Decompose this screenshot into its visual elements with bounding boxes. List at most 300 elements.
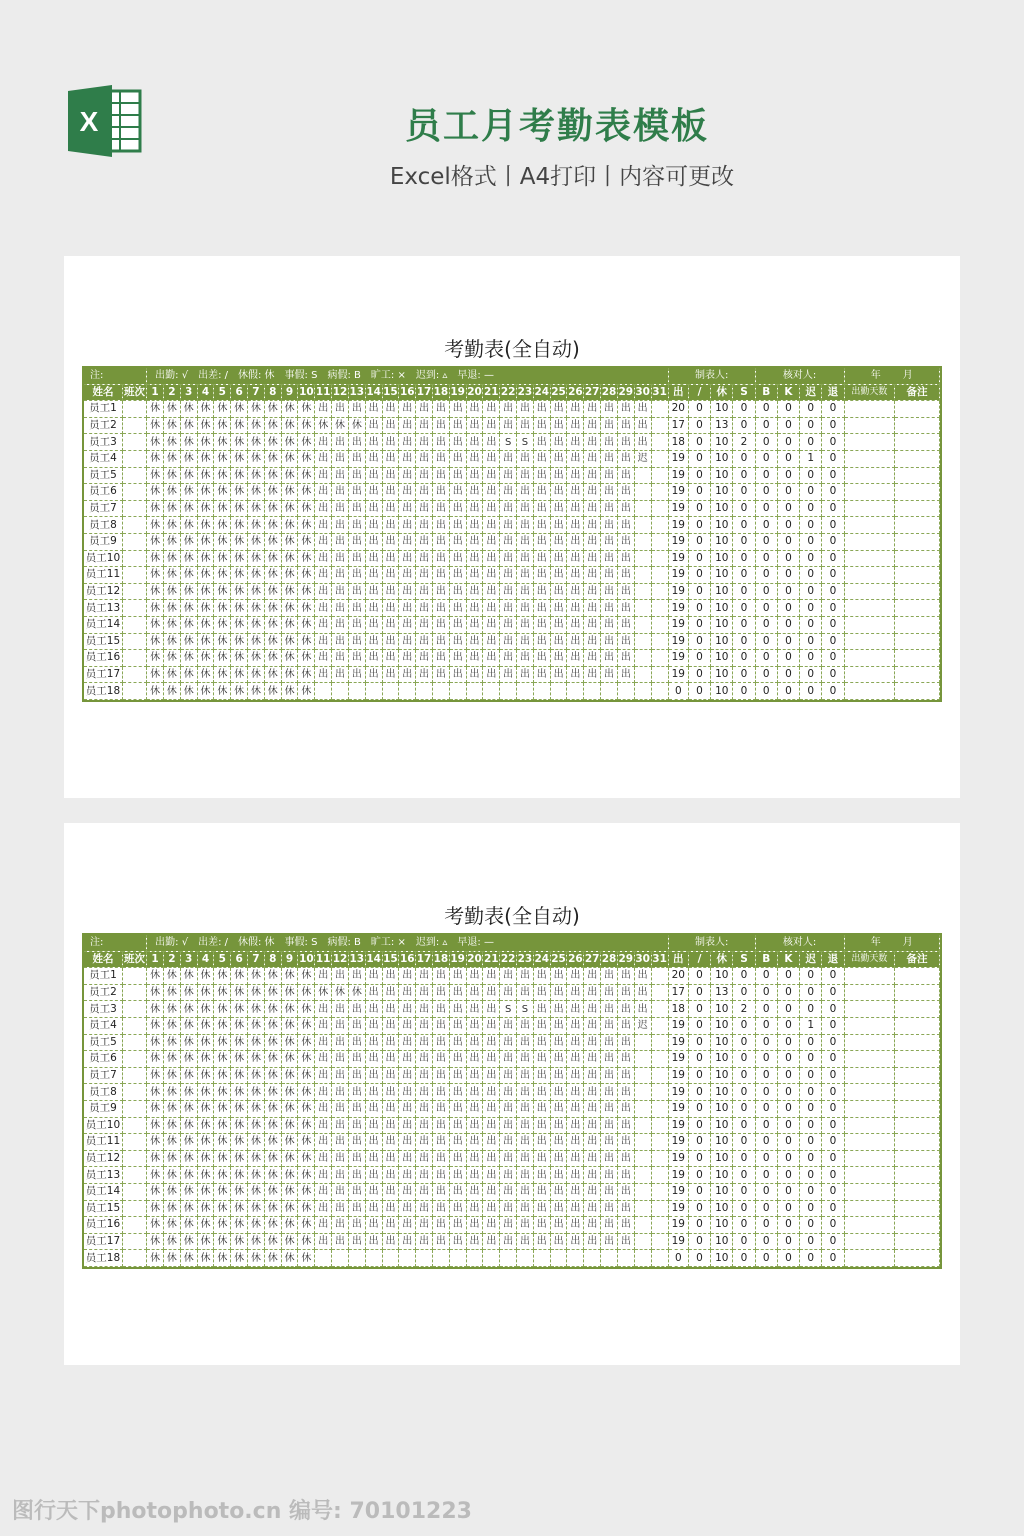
day-cell[interactable]: 出 — [416, 1100, 433, 1117]
employee-name[interactable]: 员工8 — [84, 517, 122, 534]
day-cell[interactable]: 出 — [416, 1134, 433, 1151]
day-cell[interactable]: 休 — [231, 633, 248, 650]
day-cell[interactable]: 休 — [180, 1183, 197, 1200]
day-cell[interactable]: 出 — [567, 1084, 584, 1101]
day-cell[interactable]: 出 — [432, 1100, 449, 1117]
day-cell[interactable]: 出 — [601, 1034, 618, 1051]
remark-cell[interactable] — [895, 984, 940, 1001]
day-cell[interactable]: 出 — [365, 633, 382, 650]
day-cell[interactable]: 出 — [533, 1217, 550, 1234]
day-cell[interactable]: 出 — [416, 567, 433, 584]
day-cell[interactable] — [382, 683, 399, 700]
day-cell[interactable]: 出 — [584, 1167, 601, 1184]
day-cell[interactable]: 出 — [332, 533, 349, 550]
day-cell[interactable]: S — [500, 434, 517, 451]
day-cell[interactable]: 出 — [567, 434, 584, 451]
day-cell[interactable]: 出 — [500, 467, 517, 484]
employee-name[interactable]: 员工11 — [84, 567, 122, 584]
day-cell[interactable]: 出 — [483, 1150, 500, 1167]
day-cell[interactable]: 出 — [483, 1084, 500, 1101]
day-cell[interactable]: 休 — [147, 1183, 164, 1200]
day-cell[interactable]: 休 — [197, 533, 214, 550]
day-cell[interactable]: 出 — [550, 550, 567, 567]
day-cell[interactable]: 出 — [584, 968, 601, 985]
day-cell[interactable]: 出 — [550, 1084, 567, 1101]
day-cell[interactable]: 休 — [231, 1200, 248, 1217]
day-cell[interactable]: S — [517, 434, 534, 451]
day-cell[interactable]: 休 — [231, 968, 248, 985]
day-cell[interactable]: 休 — [281, 417, 298, 434]
day-cell[interactable]: 出 — [315, 1183, 332, 1200]
day-cell[interactable]: 休 — [248, 1067, 265, 1084]
attendance-days-cell[interactable] — [844, 650, 895, 667]
employee-name[interactable]: 员工2 — [84, 417, 122, 434]
day-cell[interactable]: 出 — [617, 666, 634, 683]
day-cell[interactable]: 出 — [466, 1100, 483, 1117]
attendance-days-cell[interactable] — [844, 401, 895, 418]
day-cell[interactable]: 休 — [197, 1134, 214, 1151]
attendance-days-cell[interactable] — [844, 1084, 895, 1101]
day-cell[interactable]: 休 — [163, 401, 180, 418]
day-cell[interactable]: 休 — [197, 1150, 214, 1167]
day-cell[interactable]: 休 — [264, 1233, 281, 1250]
day-cell[interactable]: 出 — [500, 616, 517, 633]
day-cell[interactable]: 休 — [214, 1134, 231, 1151]
day-cell[interactable]: 出 — [533, 417, 550, 434]
day-cell[interactable]: 出 — [466, 401, 483, 418]
day-cell[interactable]: 出 — [483, 1017, 500, 1034]
day-cell[interactable]: 出 — [500, 1167, 517, 1184]
employee-name[interactable]: 员工13 — [84, 1167, 122, 1184]
day-cell[interactable]: 休 — [248, 1150, 265, 1167]
day-cell[interactable]: 出 — [567, 1117, 584, 1134]
day-cell[interactable]: 出 — [550, 1117, 567, 1134]
day-cell[interactable]: 休 — [248, 683, 265, 700]
day-cell[interactable]: 出 — [315, 616, 332, 633]
day-cell[interactable]: 出 — [466, 417, 483, 434]
day-cell[interactable]: 出 — [365, 650, 382, 667]
day-cell[interactable]: 休 — [147, 650, 164, 667]
day-cell[interactable]: 休 — [180, 401, 197, 418]
day-cell[interactable] — [651, 600, 668, 617]
day-cell[interactable]: 出 — [466, 1233, 483, 1250]
day-cell[interactable]: 出 — [416, 1001, 433, 1018]
day-cell[interactable]: 出 — [483, 1233, 500, 1250]
day-cell[interactable]: 出 — [567, 550, 584, 567]
day-cell[interactable]: 休 — [147, 1233, 164, 1250]
day-cell[interactable] — [651, 550, 668, 567]
day-cell[interactable]: 休 — [231, 1233, 248, 1250]
day-cell[interactable]: 出 — [601, 1001, 618, 1018]
day-cell[interactable]: 出 — [348, 1051, 365, 1068]
day-cell[interactable]: 休 — [248, 583, 265, 600]
day-cell[interactable]: 出 — [533, 517, 550, 534]
day-cell[interactable]: 出 — [466, 550, 483, 567]
day-cell[interactable]: 休 — [248, 984, 265, 1001]
day-cell[interactable]: 出 — [449, 1200, 466, 1217]
day-cell[interactable]: 休 — [231, 550, 248, 567]
day-cell[interactable]: 出 — [550, 1067, 567, 1084]
day-cell[interactable]: 出 — [399, 500, 416, 517]
day-cell[interactable]: 出 — [466, 1150, 483, 1167]
employee-name[interactable]: 员工16 — [84, 1217, 122, 1234]
day-cell[interactable]: 出 — [517, 533, 534, 550]
day-cell[interactable]: 休 — [163, 484, 180, 501]
day-cell[interactable]: 休 — [298, 984, 315, 1001]
day-cell[interactable]: 休 — [147, 467, 164, 484]
attendance-days-cell[interactable] — [844, 984, 895, 1001]
remark-cell[interactable] — [895, 1067, 940, 1084]
day-cell[interactable]: 出 — [601, 401, 618, 418]
day-cell[interactable]: 出 — [533, 616, 550, 633]
day-cell[interactable]: 出 — [550, 484, 567, 501]
day-cell[interactable] — [517, 1250, 534, 1267]
day-cell[interactable]: 休 — [264, 1117, 281, 1134]
day-cell[interactable] — [601, 683, 618, 700]
remark-cell[interactable] — [895, 550, 940, 567]
employee-name[interactable]: 员工15 — [84, 633, 122, 650]
day-cell[interactable]: 休 — [197, 550, 214, 567]
day-cell[interactable]: 休 — [180, 1134, 197, 1151]
day-cell[interactable]: 出 — [517, 650, 534, 667]
shift-cell[interactable] — [122, 401, 146, 418]
day-cell[interactable]: 出 — [315, 633, 332, 650]
day-cell[interactable]: 出 — [416, 1167, 433, 1184]
day-cell[interactable]: 休 — [231, 517, 248, 534]
day-cell[interactable]: 出 — [483, 450, 500, 467]
day-cell[interactable]: 出 — [517, 633, 534, 650]
day-cell[interactable]: 休 — [231, 1017, 248, 1034]
day-cell[interactable]: 出 — [416, 600, 433, 617]
day-cell[interactable]: 出 — [517, 600, 534, 617]
day-cell[interactable]: 休 — [298, 1233, 315, 1250]
day-cell[interactable]: 出 — [533, 1001, 550, 1018]
day-cell[interactable]: 出 — [449, 583, 466, 600]
day-cell[interactable]: 出 — [550, 1150, 567, 1167]
day-cell[interactable]: 出 — [399, 517, 416, 534]
day-cell[interactable]: 出 — [500, 450, 517, 467]
day-cell[interactable]: 休 — [180, 450, 197, 467]
day-cell[interactable]: 休 — [281, 1051, 298, 1068]
day-cell[interactable]: 出 — [601, 434, 618, 451]
day-cell[interactable]: 休 — [264, 968, 281, 985]
day-cell[interactable]: 休 — [281, 600, 298, 617]
day-cell[interactable]: 休 — [264, 633, 281, 650]
day-cell[interactable]: 出 — [382, 1051, 399, 1068]
day-cell[interactable]: 出 — [517, 517, 534, 534]
day-cell[interactable]: 休 — [231, 1067, 248, 1084]
day-cell[interactable] — [634, 1067, 651, 1084]
day-cell[interactable]: 出 — [365, 984, 382, 1001]
employee-name[interactable]: 员工18 — [84, 683, 122, 700]
day-cell[interactable]: 休 — [264, 683, 281, 700]
day-cell[interactable]: 出 — [416, 417, 433, 434]
day-cell[interactable]: 出 — [399, 1100, 416, 1117]
day-cell[interactable]: 出 — [365, 616, 382, 633]
day-cell[interactable]: 出 — [432, 434, 449, 451]
day-cell[interactable]: 出 — [332, 1200, 349, 1217]
day-cell[interactable]: 休 — [298, 666, 315, 683]
day-cell[interactable]: 出 — [500, 1233, 517, 1250]
day-cell[interactable]: 出 — [500, 1150, 517, 1167]
day-cell[interactable]: 出 — [315, 1134, 332, 1151]
day-cell[interactable]: 休 — [298, 1217, 315, 1234]
attendance-days-cell[interactable] — [844, 1001, 895, 1018]
day-cell[interactable] — [651, 683, 668, 700]
day-cell[interactable]: 出 — [601, 550, 618, 567]
day-cell[interactable]: 出 — [416, 1150, 433, 1167]
day-cell[interactable] — [634, 1034, 651, 1051]
day-cell[interactable]: 出 — [617, 1183, 634, 1200]
day-cell[interactable] — [651, 1084, 668, 1101]
day-cell[interactable]: 出 — [601, 1100, 618, 1117]
day-cell[interactable]: 休 — [281, 1067, 298, 1084]
day-cell[interactable]: 出 — [601, 1051, 618, 1068]
day-cell[interactable]: 休 — [248, 616, 265, 633]
day-cell[interactable]: 出 — [416, 434, 433, 451]
day-cell[interactable]: 出 — [634, 968, 651, 985]
day-cell[interactable]: 出 — [416, 517, 433, 534]
day-cell[interactable]: 出 — [382, 666, 399, 683]
day-cell[interactable]: 出 — [584, 1084, 601, 1101]
day-cell[interactable]: 出 — [601, 1084, 618, 1101]
day-cell[interactable]: 出 — [500, 666, 517, 683]
day-cell[interactable]: 出 — [601, 1217, 618, 1234]
shift-cell[interactable] — [122, 968, 146, 985]
day-cell[interactable]: 出 — [365, 666, 382, 683]
day-cell[interactable]: 休 — [180, 1200, 197, 1217]
day-cell[interactable]: 休 — [214, 450, 231, 467]
day-cell[interactable]: 休 — [248, 434, 265, 451]
day-cell[interactable]: 出 — [365, 1051, 382, 1068]
day-cell[interactable]: 出 — [416, 533, 433, 550]
day-cell[interactable]: 迟 — [634, 450, 651, 467]
day-cell[interactable] — [399, 1250, 416, 1267]
day-cell[interactable]: 休 — [163, 650, 180, 667]
day-cell[interactable]: 休 — [231, 1217, 248, 1234]
day-cell[interactable]: 出 — [601, 616, 618, 633]
day-cell[interactable]: 出 — [617, 401, 634, 418]
day-cell[interactable]: S — [517, 1001, 534, 1018]
day-cell[interactable]: 出 — [449, 1100, 466, 1117]
day-cell[interactable]: 出 — [483, 467, 500, 484]
day-cell[interactable]: 休 — [281, 1167, 298, 1184]
day-cell[interactable]: 出 — [483, 1217, 500, 1234]
day-cell[interactable]: 休 — [231, 1051, 248, 1068]
day-cell[interactable]: 出 — [449, 550, 466, 567]
day-cell[interactable]: 出 — [432, 1167, 449, 1184]
day-cell[interactable]: 出 — [601, 1134, 618, 1151]
day-cell[interactable]: 出 — [315, 583, 332, 600]
day-cell[interactable]: 出 — [517, 1200, 534, 1217]
day-cell[interactable]: 出 — [466, 1017, 483, 1034]
day-cell[interactable]: 出 — [617, 1117, 634, 1134]
day-cell[interactable]: 出 — [617, 500, 634, 517]
day-cell[interactable]: 出 — [601, 984, 618, 1001]
day-cell[interactable]: 休 — [163, 417, 180, 434]
shift-cell[interactable] — [122, 1034, 146, 1051]
day-cell[interactable]: 休 — [248, 417, 265, 434]
day-cell[interactable]: 休 — [231, 1100, 248, 1117]
day-cell[interactable]: 出 — [382, 500, 399, 517]
employee-name[interactable]: 员工10 — [84, 1117, 122, 1134]
day-cell[interactable]: 出 — [449, 434, 466, 451]
day-cell[interactable]: 出 — [365, 600, 382, 617]
day-cell[interactable]: 出 — [416, 1233, 433, 1250]
day-cell[interactable]: 出 — [483, 1067, 500, 1084]
day-cell[interactable]: 出 — [432, 600, 449, 617]
day-cell[interactable]: 休 — [298, 633, 315, 650]
day-cell[interactable] — [584, 683, 601, 700]
day-cell[interactable]: 出 — [617, 450, 634, 467]
day-cell[interactable]: 出 — [567, 1183, 584, 1200]
day-cell[interactable]: 休 — [298, 1250, 315, 1267]
day-cell[interactable]: 出 — [466, 1167, 483, 1184]
day-cell[interactable]: 出 — [567, 666, 584, 683]
day-cell[interactable] — [533, 683, 550, 700]
day-cell[interactable]: 休 — [214, 467, 231, 484]
day-cell[interactable]: 出 — [399, 467, 416, 484]
day-cell[interactable]: 休 — [264, 550, 281, 567]
day-cell[interactable]: 出 — [399, 1233, 416, 1250]
employee-name[interactable]: 员工15 — [84, 1200, 122, 1217]
remark-cell[interactable] — [895, 1150, 940, 1167]
day-cell[interactable]: 出 — [617, 1051, 634, 1068]
day-cell[interactable]: 休 — [264, 1183, 281, 1200]
day-cell[interactable]: 出 — [483, 417, 500, 434]
day-cell[interactable] — [483, 1250, 500, 1267]
day-cell[interactable]: 休 — [348, 417, 365, 434]
day-cell[interactable]: 出 — [567, 401, 584, 418]
day-cell[interactable]: 出 — [584, 984, 601, 1001]
day-cell[interactable]: 出 — [315, 517, 332, 534]
day-cell[interactable]: 休 — [163, 968, 180, 985]
employee-name[interactable]: 员工6 — [84, 1051, 122, 1068]
day-cell[interactable]: 出 — [601, 533, 618, 550]
day-cell[interactable]: 出 — [601, 650, 618, 667]
day-cell[interactable]: 出 — [584, 1034, 601, 1051]
day-cell[interactable]: 出 — [517, 467, 534, 484]
day-cell[interactable]: 休 — [231, 683, 248, 700]
day-cell[interactable]: 休 — [163, 1233, 180, 1250]
day-cell[interactable]: 出 — [533, 434, 550, 451]
day-cell[interactable]: 休 — [147, 600, 164, 617]
day-cell[interactable]: 出 — [550, 1001, 567, 1018]
day-cell[interactable]: 休 — [180, 550, 197, 567]
day-cell[interactable]: 休 — [264, 1084, 281, 1101]
day-cell[interactable]: 出 — [399, 1167, 416, 1184]
day-cell[interactable]: 休 — [231, 434, 248, 451]
shift-cell[interactable] — [122, 600, 146, 617]
day-cell[interactable]: 休 — [281, 1117, 298, 1134]
day-cell[interactable]: 出 — [449, 517, 466, 534]
day-cell[interactable]: 出 — [550, 984, 567, 1001]
day-cell[interactable]: 出 — [315, 1100, 332, 1117]
day-cell[interactable]: 休 — [163, 600, 180, 617]
day-cell[interactable]: 出 — [399, 533, 416, 550]
day-cell[interactable]: 休 — [281, 984, 298, 1001]
remark-cell[interactable] — [895, 1100, 940, 1117]
day-cell[interactable]: 出 — [466, 467, 483, 484]
day-cell[interactable]: 出 — [550, 1233, 567, 1250]
day-cell[interactable]: 休 — [298, 616, 315, 633]
day-cell[interactable]: 出 — [533, 1084, 550, 1101]
employee-name[interactable]: 员工3 — [84, 1001, 122, 1018]
day-cell[interactable]: 出 — [365, 1134, 382, 1151]
day-cell[interactable]: 出 — [517, 616, 534, 633]
day-cell[interactable]: 休 — [214, 1183, 231, 1200]
day-cell[interactable]: 休 — [231, 467, 248, 484]
day-cell[interactable]: 出 — [399, 1200, 416, 1217]
day-cell[interactable]: 休 — [298, 533, 315, 550]
remark-cell[interactable] — [895, 1051, 940, 1068]
day-cell[interactable]: 出 — [533, 450, 550, 467]
day-cell[interactable]: 出 — [550, 533, 567, 550]
day-cell[interactable]: 休 — [163, 500, 180, 517]
day-cell[interactable]: 出 — [533, 600, 550, 617]
employee-name[interactable]: 员工5 — [84, 467, 122, 484]
day-cell[interactable]: 出 — [399, 1034, 416, 1051]
day-cell[interactable]: 休 — [248, 533, 265, 550]
remark-cell[interactable] — [895, 417, 940, 434]
day-cell[interactable]: 出 — [365, 517, 382, 534]
day-cell[interactable]: 休 — [298, 500, 315, 517]
day-cell[interactable]: 出 — [432, 633, 449, 650]
day-cell[interactable]: 休 — [348, 984, 365, 1001]
day-cell[interactable]: 出 — [533, 1233, 550, 1250]
day-cell[interactable]: 出 — [365, 417, 382, 434]
day-cell[interactable]: 休 — [298, 467, 315, 484]
day-cell[interactable]: 出 — [567, 600, 584, 617]
day-cell[interactable]: 休 — [163, 467, 180, 484]
day-cell[interactable]: 休 — [281, 1183, 298, 1200]
day-cell[interactable]: 休 — [264, 467, 281, 484]
day-cell[interactable]: 出 — [567, 1034, 584, 1051]
day-cell[interactable]: 休 — [163, 1200, 180, 1217]
day-cell[interactable]: 出 — [315, 1150, 332, 1167]
day-cell[interactable]: 出 — [466, 1051, 483, 1068]
employee-name[interactable]: 员工4 — [84, 450, 122, 467]
day-cell[interactable] — [651, 434, 668, 451]
day-cell[interactable]: 休 — [180, 633, 197, 650]
day-cell[interactable]: 出 — [584, 550, 601, 567]
day-cell[interactable]: 休 — [197, 1084, 214, 1101]
day-cell[interactable]: 出 — [399, 550, 416, 567]
day-cell[interactable]: 出 — [399, 633, 416, 650]
day-cell[interactable]: 出 — [567, 533, 584, 550]
day-cell[interactable]: 休 — [180, 434, 197, 451]
day-cell[interactable] — [449, 1250, 466, 1267]
day-cell[interactable]: 出 — [348, 968, 365, 985]
day-cell[interactable]: 休 — [163, 1100, 180, 1117]
day-cell[interactable]: 出 — [382, 633, 399, 650]
day-cell[interactable]: 出 — [416, 550, 433, 567]
day-cell[interactable]: 出 — [466, 1034, 483, 1051]
day-cell[interactable] — [634, 1217, 651, 1234]
day-cell[interactable]: 出 — [466, 583, 483, 600]
day-cell[interactable] — [651, 616, 668, 633]
day-cell[interactable]: 出 — [348, 600, 365, 617]
day-cell[interactable]: 休 — [248, 1183, 265, 1200]
day-cell[interactable]: 出 — [449, 1150, 466, 1167]
day-cell[interactable]: 出 — [348, 1017, 365, 1034]
remark-cell[interactable] — [895, 1001, 940, 1018]
day-cell[interactable]: 出 — [348, 517, 365, 534]
attendance-days-cell[interactable] — [844, 533, 895, 550]
day-cell[interactable]: 休 — [163, 567, 180, 584]
attendance-days-cell[interactable] — [844, 417, 895, 434]
day-cell[interactable]: 出 — [315, 666, 332, 683]
